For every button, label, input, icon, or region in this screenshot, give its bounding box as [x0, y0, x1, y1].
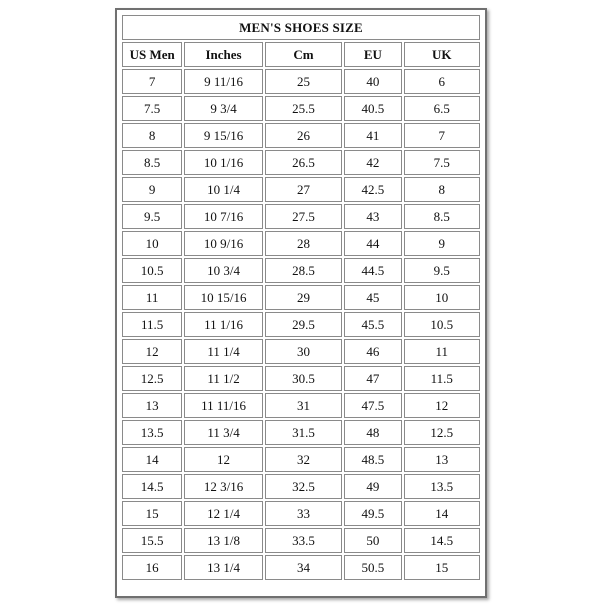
cell-inches: 12 1/4 [184, 501, 262, 526]
cell-uk: 9.5 [404, 258, 481, 283]
cell-us-men: 13 [122, 393, 182, 418]
cell-us-men: 11 [122, 285, 182, 310]
table-title: MEN'S SHOES SIZE [122, 15, 480, 40]
cell-uk: 6.5 [404, 96, 481, 121]
cell-cm: 25.5 [265, 96, 342, 121]
cell-cm: 30.5 [265, 366, 342, 391]
cell-cm: 33.5 [265, 528, 342, 553]
cell-eu: 44.5 [344, 258, 401, 283]
cell-inches: 10 1/4 [184, 177, 262, 202]
cell-eu: 47 [344, 366, 401, 391]
cell-cm: 32 [265, 447, 342, 472]
cell-uk: 11 [404, 339, 481, 364]
cell-inches: 11 1/2 [184, 366, 262, 391]
cell-inches: 10 9/16 [184, 231, 262, 256]
cell-us-men: 7.5 [122, 96, 182, 121]
header-row [122, 42, 480, 67]
column-header-inches: Inches [184, 42, 262, 67]
cell-cm: 31 [265, 393, 342, 418]
cell-cm: 29.5 [265, 312, 342, 337]
cell-uk: 14 [404, 501, 481, 526]
cell-uk: 10.5 [404, 312, 481, 337]
table-row [122, 366, 480, 391]
table-row [122, 555, 480, 580]
table-row [122, 204, 480, 229]
cell-uk: 12 [404, 393, 481, 418]
cell-us-men: 16 [122, 555, 182, 580]
cell-cm: 31.5 [265, 420, 342, 445]
cell-us-men: 10.5 [122, 258, 182, 283]
table-row [122, 231, 480, 256]
table-row [122, 123, 480, 148]
cell-us-men: 13.5 [122, 420, 182, 445]
cell-inches: 13 1/8 [184, 528, 262, 553]
cell-uk: 7.5 [404, 150, 481, 175]
cell-cm: 26 [265, 123, 342, 148]
cell-uk: 9 [404, 231, 481, 256]
table-row [122, 528, 480, 553]
cell-uk: 10 [404, 285, 481, 310]
cell-inches: 9 3/4 [184, 96, 262, 121]
cell-us-men: 15.5 [122, 528, 182, 553]
table-row [122, 339, 480, 364]
cell-uk: 6 [404, 69, 481, 94]
cell-cm: 25 [265, 69, 342, 94]
cell-inches: 10 7/16 [184, 204, 262, 229]
cell-inches: 9 15/16 [184, 123, 262, 148]
cell-inches: 10 1/16 [184, 150, 262, 175]
table-body [122, 69, 480, 580]
cell-inches: 10 15/16 [184, 285, 262, 310]
cell-inches: 11 3/4 [184, 420, 262, 445]
cell-eu: 49.5 [344, 501, 401, 526]
column-header-cm: Cm [265, 42, 342, 67]
cell-eu: 40.5 [344, 96, 401, 121]
cell-inches: 12 3/16 [184, 474, 262, 499]
column-header-uk: UK [404, 42, 481, 67]
cell-inches: 13 1/4 [184, 555, 262, 580]
shoe-size-table [120, 13, 482, 582]
table-row [122, 447, 480, 472]
cell-uk: 8 [404, 177, 481, 202]
cell-us-men: 14 [122, 447, 182, 472]
cell-cm: 30 [265, 339, 342, 364]
cell-uk: 11.5 [404, 366, 481, 391]
cell-inches: 11 1/4 [184, 339, 262, 364]
cell-inches: 9 11/16 [184, 69, 262, 94]
size-chart-frame [115, 8, 487, 598]
cell-cm: 27 [265, 177, 342, 202]
cell-us-men: 7 [122, 69, 182, 94]
cell-us-men: 14.5 [122, 474, 182, 499]
table-row [122, 150, 480, 175]
cell-cm: 28 [265, 231, 342, 256]
cell-us-men: 12.5 [122, 366, 182, 391]
cell-uk: 14.5 [404, 528, 481, 553]
cell-eu: 48 [344, 420, 401, 445]
cell-eu: 40 [344, 69, 401, 94]
cell-uk: 13 [404, 447, 481, 472]
cell-cm: 29 [265, 285, 342, 310]
cell-eu: 42.5 [344, 177, 401, 202]
cell-uk: 8.5 [404, 204, 481, 229]
cell-eu: 43 [344, 204, 401, 229]
cell-cm: 32.5 [265, 474, 342, 499]
cell-inches: 11 11/16 [184, 393, 262, 418]
table-row [122, 420, 480, 445]
cell-us-men: 15 [122, 501, 182, 526]
table-row [122, 69, 480, 94]
cell-eu: 50.5 [344, 555, 401, 580]
cell-us-men: 9 [122, 177, 182, 202]
table-row [122, 312, 480, 337]
cell-eu: 46 [344, 339, 401, 364]
cell-eu: 48.5 [344, 447, 401, 472]
cell-eu: 45.5 [344, 312, 401, 337]
cell-cm: 28.5 [265, 258, 342, 283]
cell-us-men: 11.5 [122, 312, 182, 337]
cell-cm: 33 [265, 501, 342, 526]
table-row [122, 393, 480, 418]
cell-us-men: 10 [122, 231, 182, 256]
cell-uk: 7 [404, 123, 481, 148]
cell-cm: 26.5 [265, 150, 342, 175]
cell-eu: 44 [344, 231, 401, 256]
cell-us-men: 8.5 [122, 150, 182, 175]
table-row [122, 96, 480, 121]
cell-us-men: 8 [122, 123, 182, 148]
cell-uk: 12.5 [404, 420, 481, 445]
column-header-us-men: US Men [122, 42, 182, 67]
cell-eu: 42 [344, 150, 401, 175]
table-row [122, 474, 480, 499]
table-row [122, 501, 480, 526]
cell-eu: 50 [344, 528, 401, 553]
cell-cm: 27.5 [265, 204, 342, 229]
cell-cm: 34 [265, 555, 342, 580]
cell-inches: 10 3/4 [184, 258, 262, 283]
cell-eu: 45 [344, 285, 401, 310]
cell-inches: 11 1/16 [184, 312, 262, 337]
column-header-eu: EU [344, 42, 401, 67]
cell-eu: 47.5 [344, 393, 401, 418]
cell-inches: 12 [184, 447, 262, 472]
table-row [122, 177, 480, 202]
table-row [122, 258, 480, 283]
cell-uk: 13.5 [404, 474, 481, 499]
cell-us-men: 9.5 [122, 204, 182, 229]
table-row [122, 285, 480, 310]
cell-uk: 15 [404, 555, 481, 580]
cell-us-men: 12 [122, 339, 182, 364]
cell-eu: 49 [344, 474, 401, 499]
cell-eu: 41 [344, 123, 401, 148]
